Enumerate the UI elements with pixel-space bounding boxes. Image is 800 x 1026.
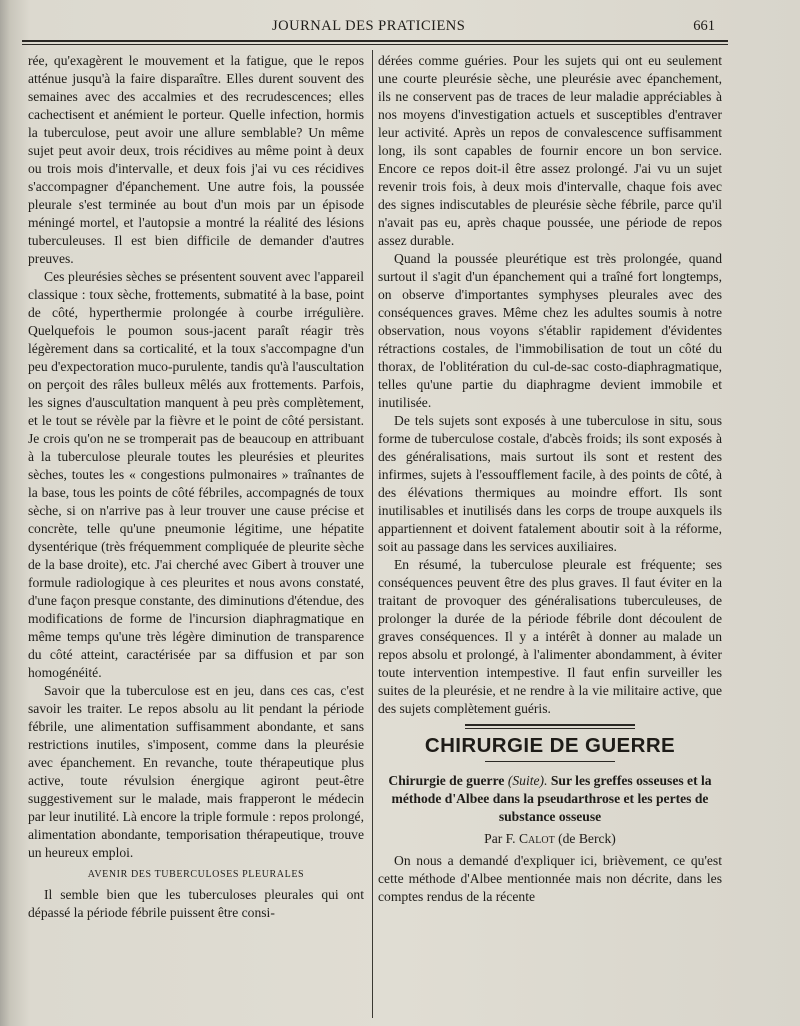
author-prefix: Par F. (484, 831, 516, 846)
paragraph: rée, qu'exagèrent le mouvement et la fatigue, que le repos atténue jusqu'à la faire disparaître. Elles durent souvent des semaines avec des accalmies et des recrudescences; elles cachectisent et anémient le porteur. Quelle infection, hormis la tuberculose, peut avoir une allure semblable? Un même sujet peut avoir deux, trois récidives au même point à deux ou trois mois d'intervalle, et deux fois j'ai vu ces récidives s'accompagner d'épanchement. Une autre fois, la poussée pleurale s'est terminée au bout d'un mois par un épisode méningé mortel, et l'autopsie a montré la réalité des lésions tuberculeuses. Il est bien difficile de demander d'autres preuves. (28, 53, 364, 266)
right-column (378, 52, 722, 906)
paragraph: En résumé, la tuberculose pleurale est fréquente; ses conséquences peuvent être des plus graves. Il faut éviter en la traitant de provoquer des généralisations tuberculeuses, de prolonger la durée de la période fébrile dont découlent de graves conséquences. Il y a intérêt à donner au malade un repos absolu et prolongé, à l'alimenter abondamment, à éviter toute intervention intempestive. Il faut enfin surveiller les suites de la pleurésie, et ne rendre à la vie militaire active, que des sujets complètement guéris. (378, 557, 722, 716)
author-line (378, 830, 722, 848)
paragraph: dérées comme guéries. Pour les sujets qui ont eu seulement une courte pleurésie sèche, une pleurésie avec épanchement, ils ne conservent pas de traces de leur maladie appréciables à nos moyens d'investigation actuels et susceptibles d'entraver leur activité. Après un repos de convalescence suffisamment long, ils sont capables de fournir encore un bon service. Encore ce repos doit-il être assez prolongé. J'ai vu un sujet revenir trois fois, à deux mois d'intervalle, chaque fois avec des signes indiscutables de pleurésie sèche fébrile, parce qu'il n'avait pas eu, après chaque poussée, une période de repos assez durable. (378, 53, 722, 248)
left-column (28, 52, 364, 922)
page-header (260, 18, 730, 40)
subheading: AVENIR DES TUBERCULOSES PLEURALES (87, 869, 305, 880)
header-rule (22, 40, 728, 42)
journal-title: JOURNAL DES PRATICIENS (272, 18, 466, 34)
article-title (378, 772, 722, 826)
author-name: Calot (518, 831, 555, 846)
paragraph: Il semble bien que les tuberculoses pleurales qui ont dépassé la période fébrile puissent être consi- (28, 887, 364, 920)
paragraph: Ces pleurésies sèches se présentent souvent avec l'appareil classique : toux sèche, frottements, submatité à la base, point de côté, hyperthermie prolongée à courbe irrégulière. Quelquefois le poumon sous-jacent paraît réagir très légèrement dans sa corticalité, et la toux s'accompagne d'un peu d'expectoration muco-purulente, tandis qu'à l'auscultation on perçoit des râles bulleux mêlés aux frottements. Parfois, les signes d'auscultation manquent à peu près complètement, et le tout se révèle par la fièvre et le point de côté persistant. Je crois qu'on ne se tromperait pas de beaucoup en attribuant à la tuberculose pleurale toutes les pleurésies et pleurites sèches, toutes les « congestions pulmonaires » traînantes de la base, tous les points de côté fébriles, accompagnés de toux sèche, si on n'arrive pas à leur trouver une cause précise et concrète, telle qu'une pneumonie légitime, une hépatite dysentérique (très fréquemment compliquée de pleurite sèche de la base droite), etc. J'ai cherché avec Gibert à trouver une formule radiologique à ces pleurites et nous avons constaté, d'une façon presque constante, des diminutions d'étendue, des modifications de forme de l'incursion diaphragmatique en même temps qu'une très légère diminution de transparence du côté atteint, caractérisée par sa diffusion et par son homogénéité. (28, 269, 364, 680)
paragraph: On nous a demandé d'expliquer ici, brièvement, ce qu'est cette méthode d'Albee mentionnée mais non décrite, dans les comptes rendus de la récente (378, 853, 722, 904)
paragraph: Quand la poussée pleurétique est très prolongée, quand surtout il s'agit d'un épanchement qui a traîné fort longtemps, on observe d'importantes symphyses pleurales avec des conséquences graves. Même chez les adultes soumis à notre observation, nous voyons s'établir rapidement d'évidentes rétractions costales, de l'immobilisation de tout un côté du thorax, de l'oblitération du cul-de-sac costo-diaphragmatique, telles qu'une partie du diaphragme devient immobile et inutilisée. (378, 251, 722, 410)
article-title-rest: Sur les greffes osseuses et la méthode d'Albee dans la pseudarthrose et les pertes de substance osseuse (391, 773, 712, 824)
article-title-main: Chirurgie de guerre (388, 773, 505, 788)
header-rule-thin (22, 44, 728, 45)
author-suffix: (de Berck) (558, 831, 616, 846)
column-divider (372, 50, 373, 1018)
section-title: CHIRURGIE DE GUERRE (424, 734, 676, 757)
section-rule-short (485, 761, 615, 762)
page-number: 661 (693, 18, 715, 34)
article-title-suite: (Suite). (507, 773, 548, 788)
paragraph: De tels sujets sont exposés à une tuberculose in situ, sous forme de tuberculose costale, d'abcès froids; ils sont exposés à des généralisations, mais surtout ils sont et restent des infirmes, sujets à l'essoufflement facile, à des points de côté, à des élévations thermiques au moindre effort. Ils sont inutilisables et inutilisés dans les corps de troupe auxquels ils appartiennent et doivent fatalement aboutir soit à la réforme, soit au passage dans les services auxiliaires. (378, 413, 722, 554)
paragraph: Savoir que la tuberculose est en jeu, dans ces cas, c'est savoir les traiter. Le repos absolu au lit pendant la période fébrile, une alimentation suffisamment abondante, et sans restrictions inutiles, s'imposent, comme dans la pleurésie avec épanchement. En revanche, toute thérapeutique plus active, toute révulsion énergique agiront peut-être suggestivement sur le malade, mais frapperont le médecin par leur inutilité. Là encore la triple formule : repos prolongé, alimentation abondante, temporisation thérapeutique, trouve un heureux emploi. (28, 683, 364, 860)
section-rule (465, 724, 635, 729)
